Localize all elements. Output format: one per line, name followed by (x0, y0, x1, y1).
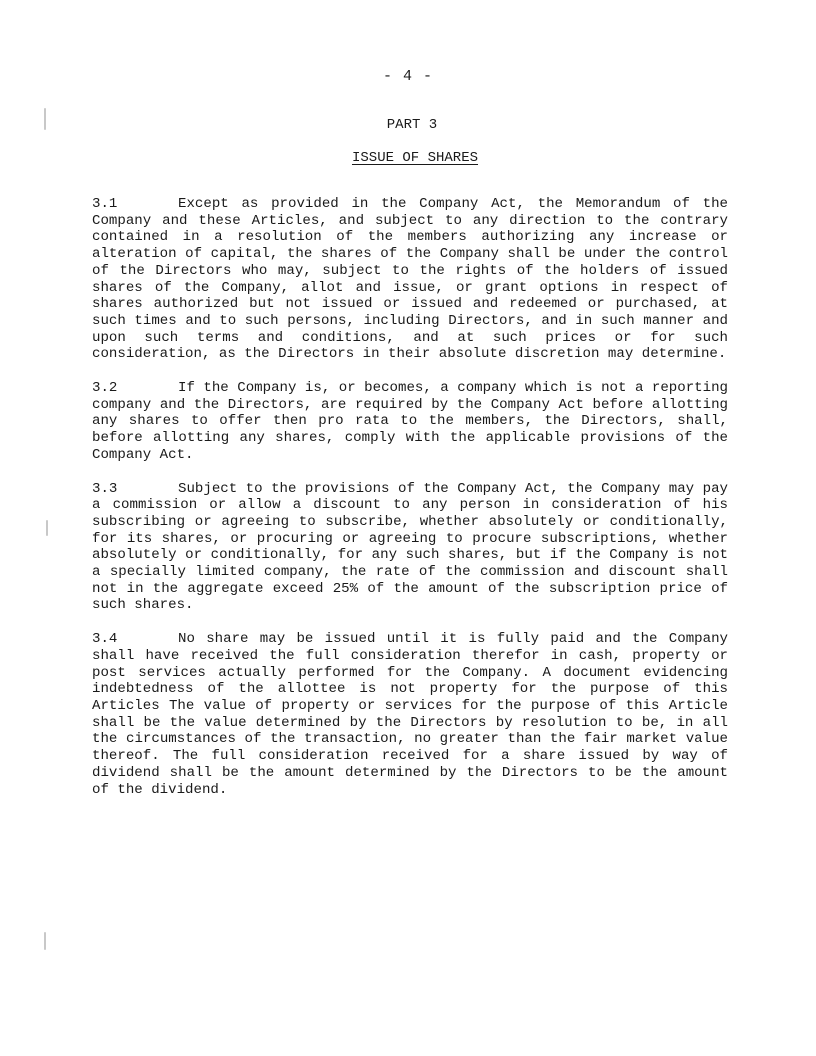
clause-text: If the Company is, or becomes, a company which is not a reporting company and the Directors, are required by the Company Act before allotting any shares to offer then pro rata to the members, the Directors, shall, before allotting any shares, comply with the applicable provisions of the Company Act. (92, 380, 728, 463)
section-heading (0, 150, 816, 166)
scan-margin-mark (46, 520, 48, 536)
scan-margin-mark (44, 932, 46, 950)
clause (92, 380, 728, 464)
clause-text: Except as provided in the Company Act, the Memorandum of the Company and these Articles, and subject to any direction to the contrary contained in a resolution of the members authorizing any increase or alteration of capital, the shares of the Company shall be under the control of the Directors who may, subject to the rights of the holders of issued shares of the Company, allot and issue, or grant options in respect of shares authorized but not issued or issued and redeemed or purchased, at such times and to such persons, including Directors, and in such manner and upon such terms and conditions, and at such prices or for such consideration, as the Directors in their absolute discretion may determine. (92, 196, 728, 363)
clause-number: 3.4 (92, 631, 118, 648)
clause-text: Subject to the provisions of the Company Act, the Company may pay a commission or allow a discount to any person in consideration of his subscribing or agreeing to subscribe, whether absolutely or conditionally, for its shares, or procuring or agreeing to procure subscriptions, whether absolutely or conditionally, for any such shares, but if the Company is not a specially limited company, the rate of the commission and discount shall not in the aggregate exceed 25% of the amount of the subscription price of such shares. (92, 480, 728, 614)
section-heading-text: ISSUE OF SHARES (351, 150, 479, 166)
page-number: - 4 - (382, 68, 433, 85)
document-body (92, 196, 728, 815)
clause-number: 3.1 (92, 196, 118, 212)
part-heading: PART 3 (386, 117, 438, 133)
clause-number: 3.3 (92, 480, 118, 497)
clause (92, 481, 728, 615)
clause-text: No share may be issued until it is fully paid and the Company shall have received the full consideration therefor in cash, property or post services actually performed for the Company. A document evidencing indebtedness of the allottee is not property for the purpose of this Articles The value of property or services for the purpose of this Article shall be the value determined by the Directors by resolution to be, in all the circumstances of the transaction, no greater than the fair market value thereof. The full consideration received for a share issued by way of dividend shall be the amount determined by the Directors to be the amount of the dividend. (92, 631, 728, 798)
clause (92, 196, 728, 363)
clause-number: 3.2 (92, 380, 118, 397)
clause (92, 631, 728, 798)
